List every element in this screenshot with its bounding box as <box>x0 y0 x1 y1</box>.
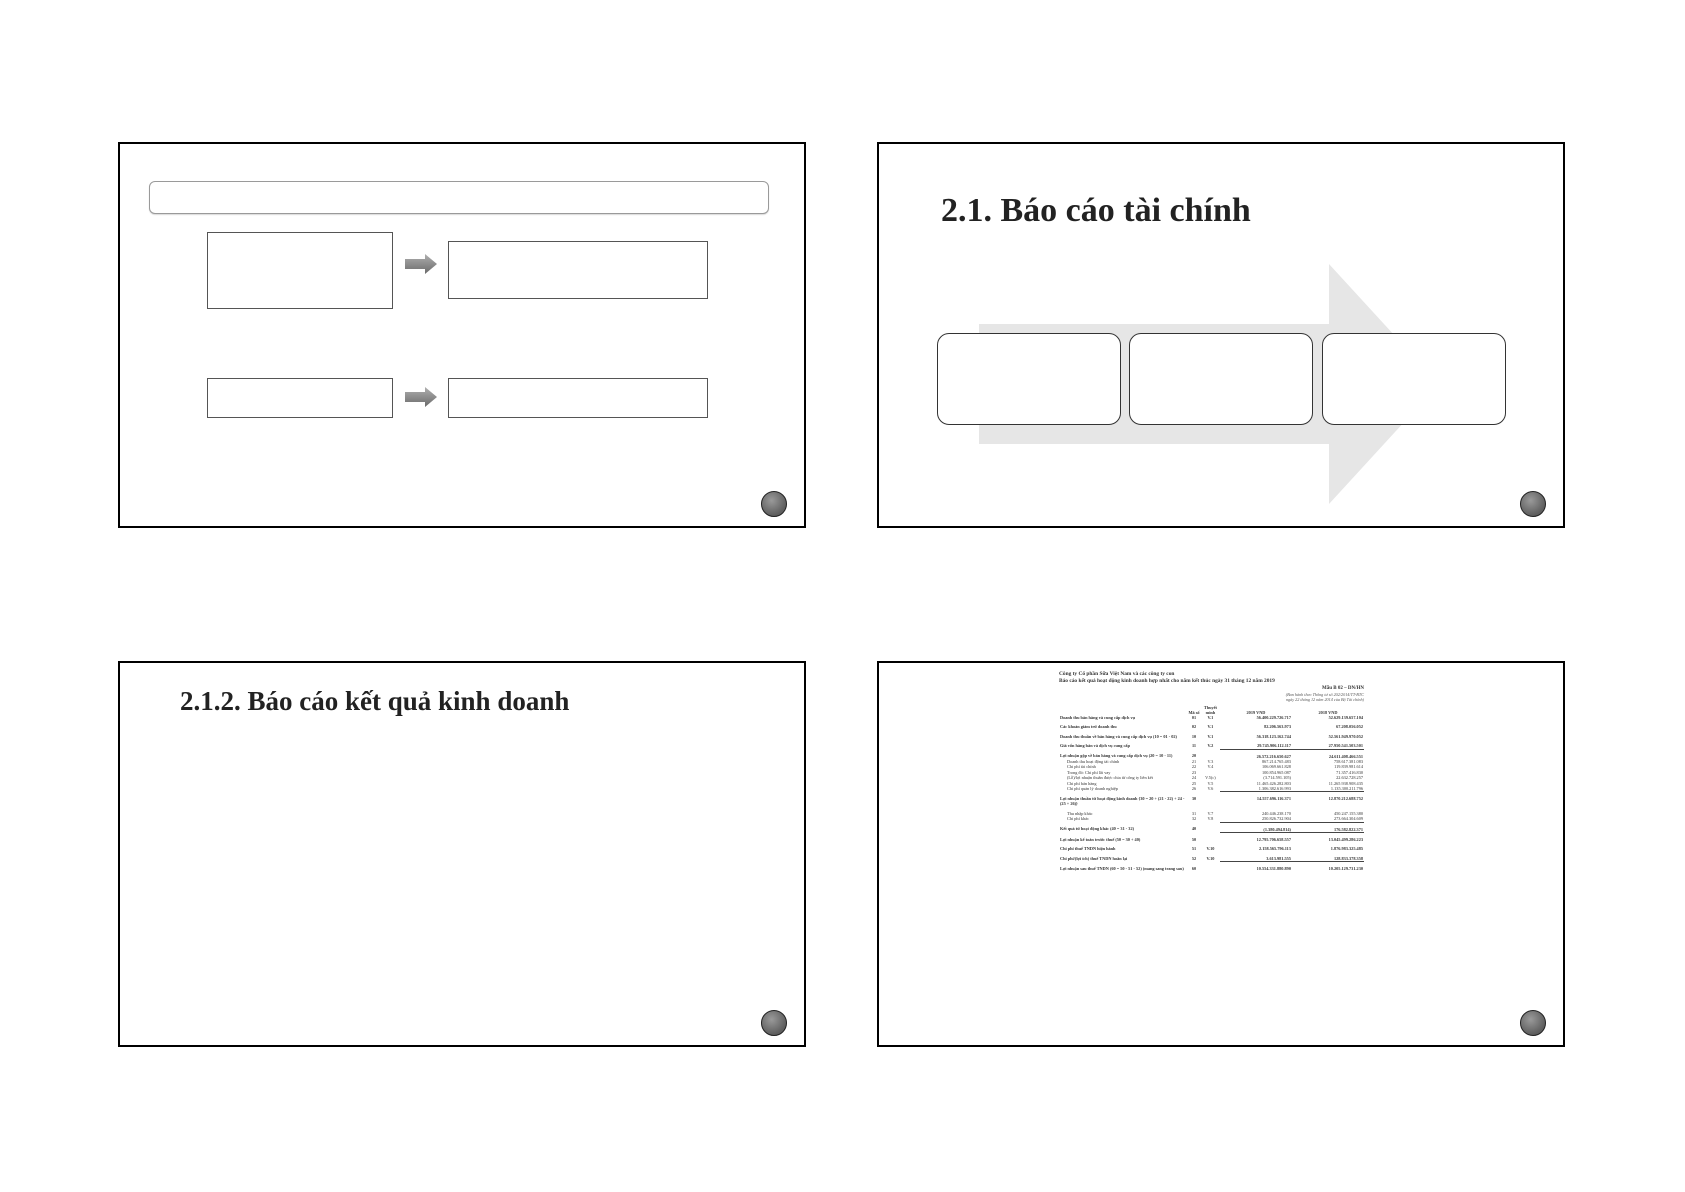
line-item-name: Chi phí/(lợi ích) thuế TNDN hoãn lại <box>1060 855 1128 861</box>
line-item-note: V.5(c) <box>1205 775 1216 781</box>
line-item-name: Lợi nhuận sau thuế TNDN (60 = 50 - 51 - 52) (mang sang trang sau) <box>1060 865 1184 871</box>
line-item-value-2019: 29.745.906.112.117 <box>1257 743 1291 749</box>
line-item-code: 20 <box>1191 753 1197 759</box>
line-item-value-2018: 22.632.728.257 <box>1336 775 1363 781</box>
line-item-value-2018: 24.611.408.466.551 <box>1292 749 1364 759</box>
line-item-name: Doanh thu hoạt động tài chính <box>1067 759 1120 765</box>
line-item-code: 30 <box>1191 795 1197 801</box>
line-item-value-2018: 27.950.541.503.501 <box>1328 743 1363 749</box>
line-item-name: Lợi nhuận kế toán trước thuế (50 = 30 + 40) <box>1060 836 1141 842</box>
table-row <box>1059 822 1364 832</box>
line-item-name: Chi phí tài chính <box>1067 764 1096 770</box>
line-item-value-2019: 867.214.765.483 <box>1261 759 1291 765</box>
line-item-note <box>1201 862 1220 872</box>
line-item-value-2019: 56.318.123.162.744 <box>1256 733 1291 739</box>
line-item-value-2018: 12.870.212.688.752 <box>1292 792 1364 807</box>
line-item-value-2019: 100.854.965.087 <box>1261 769 1291 775</box>
column-header-item <box>1059 705 1187 715</box>
line-item-note: V.10 <box>1206 855 1215 861</box>
line-item-name: Lợi nhuận thuần từ hoạt động kinh doanh {30 = 20 + (21 - 22) + 24 - (25 + 26)} <box>1060 795 1185 807</box>
line-item-value-2018: 13.045.499.286.223 <box>1292 833 1364 843</box>
table-row <box>1059 833 1364 843</box>
line-item-name: Giá vốn hàng bán và dịch vụ cung cấp <box>1060 743 1130 749</box>
table-row <box>1059 720 1364 729</box>
process-step-2 <box>1129 333 1313 425</box>
line-item-name: Thu nhập khác <box>1067 810 1093 816</box>
statement-form-note: ngày 22 tháng 12 năm 2014 của Bộ Tài chính) <box>1285 697 1364 702</box>
line-item-value-2018: 128.833.378.358 <box>1333 855 1363 861</box>
line-item-note: V.7 <box>1207 810 1214 816</box>
line-item-code: 40 <box>1191 826 1197 832</box>
slide-1-banner <box>149 181 769 214</box>
line-item-name: Chi phí quản lý doanh nghiệp <box>1067 786 1118 792</box>
line-item-code: 24 <box>1191 775 1197 781</box>
line-item-code: 02 <box>1191 724 1197 730</box>
line-item-note: V.4 <box>1207 764 1214 770</box>
line-item-code: 31 <box>1191 810 1197 816</box>
slide-number-badge <box>761 1010 787 1036</box>
line-item-value-2018: 52.561.949.970.052 <box>1328 733 1363 739</box>
column-header-2019: 2019 VND <box>1246 710 1266 715</box>
line-item-value-2019: 106.069.661.828 <box>1261 764 1291 770</box>
line-item-value-2019: 82.206.563.973 <box>1264 724 1291 730</box>
line-item-value-2019: (1.380.494.814) <box>1220 822 1292 832</box>
line-item-value-2018: 119.839.981.614 <box>1334 764 1363 770</box>
slide-1[interactable] <box>118 142 806 528</box>
line-item-name: Các khoản giảm trừ doanh thu <box>1060 724 1117 730</box>
line-item-name: (Lỗ)/lợi nhuận thuần được chia từ công ty liên kết <box>1067 775 1153 781</box>
line-item-note <box>1201 822 1220 832</box>
line-item-name: Chi phí bán hàng <box>1067 780 1097 786</box>
line-item-value-2018: 176.582.822.371 <box>1292 822 1364 832</box>
slide-4[interactable] <box>877 661 1565 1047</box>
line-item-name: Trong đó: Chi phí lãi vay <box>1067 769 1111 775</box>
line-item-value-2019: 240.446.238.170 <box>1261 810 1291 816</box>
line-item-value-2019: 12.795.706.658.557 <box>1220 833 1292 843</box>
line-item-code: 25 <box>1191 780 1197 786</box>
line-item-value-2019: 26.572.216.650.627 <box>1220 749 1292 759</box>
line-item-note: V.2 <box>1207 743 1214 749</box>
line-item-value-2019: 1.306.382.616.993 <box>1258 786 1291 792</box>
line-item-value-2018: 1.876.983.325.485 <box>1330 846 1363 852</box>
line-item-code: 52 <box>1191 855 1197 861</box>
right-arrow-icon <box>405 387 437 407</box>
line-item-value-2018: 52.629.139.657.104 <box>1328 715 1363 720</box>
line-item-code: 32 <box>1191 816 1197 822</box>
line-item-value-2018: 71.357.416.830 <box>1336 769 1363 775</box>
column-header-note: Thuyết minh <box>1203 705 1217 715</box>
line-item-code: 26 <box>1191 786 1197 792</box>
line-item-value-2019: 10.554.331.880.890 <box>1220 862 1292 872</box>
line-item-name: Kết quả từ hoạt động khác (40 = 31 - 32) <box>1060 826 1135 832</box>
line-item-note <box>1201 833 1220 843</box>
table-row <box>1059 852 1364 862</box>
line-item-code: 21 <box>1191 759 1197 765</box>
line-item-code: 50 <box>1191 836 1197 842</box>
income-statement-document <box>1059 671 1364 872</box>
statement-form-note: (Ban hành theo Thông tư số 202/2014/TT-BTC <box>1285 692 1364 697</box>
slide-2-title: 2.1. Báo cáo tài chính <box>941 192 1251 229</box>
table-row <box>1059 749 1364 759</box>
line-item-code: 51 <box>1191 846 1197 852</box>
line-item-code: 22 <box>1191 764 1197 770</box>
slide-1-box-top-left <box>207 232 393 309</box>
line-item-note: V.3 <box>1207 759 1214 765</box>
line-item-value-2019: 2.158.565.796.113 <box>1258 846 1291 852</box>
line-item-value-2019: 3.613.981.555 <box>1266 855 1291 861</box>
line-item-code: 60 <box>1191 865 1197 871</box>
table-row <box>1059 730 1364 739</box>
line-item-note <box>1201 749 1220 759</box>
statement-company: Công ty Cổ phần Sữa Việt Nam và các công ty con <box>1059 671 1175 677</box>
line-item-name: Doanh thu thuần về bán hàng và cung cấp dịch vụ (10 = 01 - 02) <box>1060 733 1177 739</box>
line-item-value-2018: 67.208.056.052 <box>1336 724 1363 730</box>
table-row <box>1059 842 1364 851</box>
slide-number-badge <box>761 491 787 517</box>
statement-form-code: Mẫu B 02 – DN/HN <box>1322 686 1364 691</box>
line-item-name: Lợi nhuận gộp về bán hàng và cung cấp dịch vụ (20 = 10 - 11) <box>1060 753 1173 759</box>
slide-3-title: 2.1.2. Báo cáo kết quả kinh doanh <box>180 686 570 716</box>
right-arrow-icon <box>405 254 437 274</box>
slide-1-box-bottom-left <box>207 378 393 418</box>
income-statement-table <box>1059 705 1364 872</box>
slide-1-box-bottom-right <box>448 378 708 418</box>
line-item-value-2019: 11.465.426.282.803 <box>1256 780 1291 786</box>
table-row <box>1059 792 1364 807</box>
table-row <box>1059 862 1364 872</box>
line-item-value-2019: (3.714.591.105) <box>1263 775 1291 781</box>
slide-number-badge <box>1520 491 1546 517</box>
line-item-value-2018: 450.247.155.380 <box>1333 810 1363 816</box>
table-row <box>1059 739 1364 749</box>
line-item-code: 23 <box>1191 769 1197 775</box>
line-item-note: V.5 <box>1207 780 1214 786</box>
line-item-note: V.1 <box>1207 724 1214 730</box>
line-item-value-2019: 250.826.732.904 <box>1261 816 1291 822</box>
line-item-value-2019: 14.557.696.116.371 <box>1220 792 1292 807</box>
slide-2[interactable] <box>877 142 1565 528</box>
line-item-value-2018: 758.617.381.083 <box>1333 759 1363 765</box>
line-item-note <box>1201 792 1220 807</box>
line-item-value-2019: 56.400.229.726.717 <box>1256 715 1291 720</box>
line-item-note: V.6 <box>1207 786 1214 792</box>
column-header-code: Mã số <box>1188 710 1200 715</box>
line-item-name: Chi phí khác <box>1067 816 1089 822</box>
line-item-code: 01 <box>1191 715 1197 720</box>
line-item-value-2018: 10.205.129.731.230 <box>1292 862 1364 872</box>
line-item-code: 11 <box>1191 743 1197 749</box>
table-row <box>1059 807 1364 816</box>
process-step-3 <box>1322 333 1506 425</box>
line-item-value-2018: 11.265.938.908.435 <box>1328 780 1363 786</box>
line-item-note: V.8 <box>1207 816 1214 822</box>
line-item-note: V.1 <box>1207 715 1214 720</box>
line-item-code: 10 <box>1191 733 1197 739</box>
slide-number-badge <box>1520 1010 1546 1036</box>
line-item-name: Chi phí thuế TNDN hiện hành <box>1060 846 1116 852</box>
line-item-note: V.1 <box>1207 733 1214 739</box>
process-step-1 <box>937 333 1121 425</box>
slide-1-box-top-right <box>448 241 708 299</box>
line-item-value-2018: 273.664.304.609 <box>1333 816 1363 822</box>
line-item-note: V.10 <box>1206 846 1215 852</box>
slide-3[interactable] <box>118 661 806 1047</box>
line-item-value-2018: 1.135.300.211.796 <box>1330 786 1363 792</box>
statement-heading: Báo cáo kết quả hoạt động kinh doanh hợp nhất cho năm kết thúc ngày 31 tháng 12 năm 2019 <box>1059 678 1275 684</box>
column-header-2018: 2018 VND <box>1318 710 1338 715</box>
line-item-name: Doanh thu bán hàng và cung cấp dịch vụ <box>1060 715 1135 720</box>
